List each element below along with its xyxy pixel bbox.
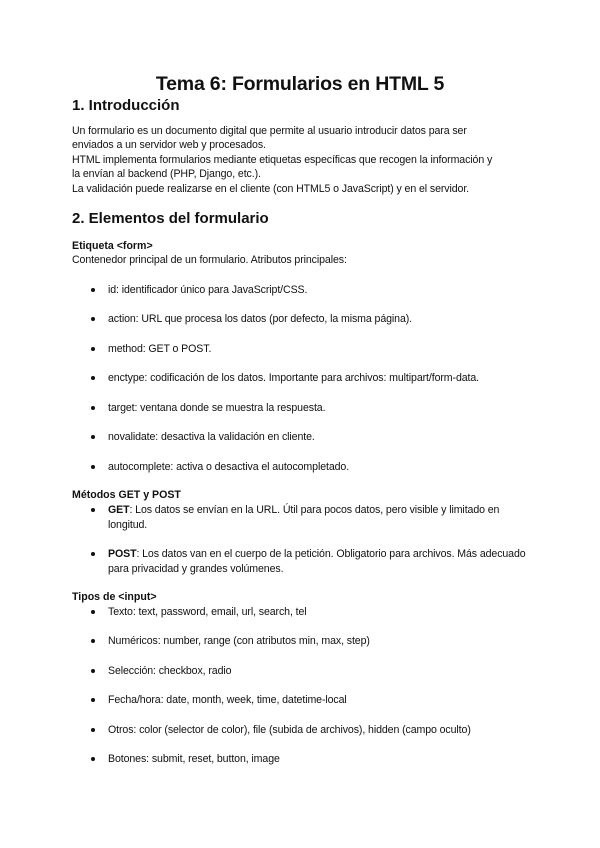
list-item: novalidate: desactiva la validación en cliente. [91,430,531,445]
input-types-label: Tipos de <input> [72,591,157,603]
list-item: Fecha/hora: date, month, week, time, datetime-local [91,693,531,708]
bullet-icon [91,728,95,732]
intro-line-2: enviados a un servidor web y procesados. [72,139,266,151]
list-item: autocomplete: activa o desactiva el autocompletado. [91,460,531,475]
form-tag-description: Contenedor principal de un formulario. Atributos principales: [72,254,347,266]
list-item: target: ventana donde se muestra la respuesta. [91,401,531,416]
bullet-icon [91,465,95,469]
bullet-icon [91,508,95,512]
bullet-icon [91,288,95,292]
intro-line-1: Un formulario es un documento digital que permite al usuario introducir datos para ser [72,125,467,137]
intro-line-4: la envían al backend (PHP, Django, etc.). [72,168,261,180]
list-item: Numéricos: number, range (con atributos min, max, step) [91,634,531,649]
methods-label: Métodos GET y POST [72,489,181,501]
bullet-icon [91,698,95,702]
list-item: method: GET o POST. [91,342,531,357]
bullet-icon [91,669,95,673]
bullet-icon [91,376,95,380]
list-item: Otros: color (selector de color), file (subida de archivos), hidden (campo oculto) [91,723,531,738]
bullet-icon [91,552,95,556]
bullet-icon [91,347,95,351]
list-item: enctype: codificación de los datos. Importante para archivos: multipart/form-data. [91,371,531,386]
bullet-icon [91,435,95,439]
list-item: Texto: text, password, email, url, search, tel [91,605,531,620]
form-tag-label: Etiqueta <form> [72,240,153,252]
bullet-icon [91,406,95,410]
list-item: GET: Los datos se envían en la URL. Útil para pocos datos, pero visible y limitado en longitud. [91,503,531,532]
document-title: Tema 6: Formularios en HTML 5 [155,73,445,95]
list-item: Selección: checkbox, radio [91,664,531,679]
list-item: POST: Los datos van en el cuerpo de la petición. Obligatorio para archivos. Más adecuado para privacidad y grandes volúmenes. [91,547,531,576]
intro-line-3: HTML implementa formularios mediante etiquetas específicas que recogen la información y [72,154,493,166]
list-item: id: identificador único para JavaScript/CSS. [91,283,531,298]
bullet-icon [91,317,95,321]
intro-line-5: La validación puede realizarse en el cliente (con HTML5 o JavaScript) y en el servidor. [72,183,470,195]
section-heading-introduccion: 1. Introducción [72,97,180,114]
list-item: Botones: submit, reset, button, image [91,752,531,767]
bullet-icon [91,639,95,643]
section-heading-elementos: 2. Elementos del formulario [72,210,269,227]
bullet-icon [91,610,95,614]
bullet-icon [91,757,95,761]
list-item: action: URL que procesa los datos (por defecto, la misma página). [91,312,531,327]
